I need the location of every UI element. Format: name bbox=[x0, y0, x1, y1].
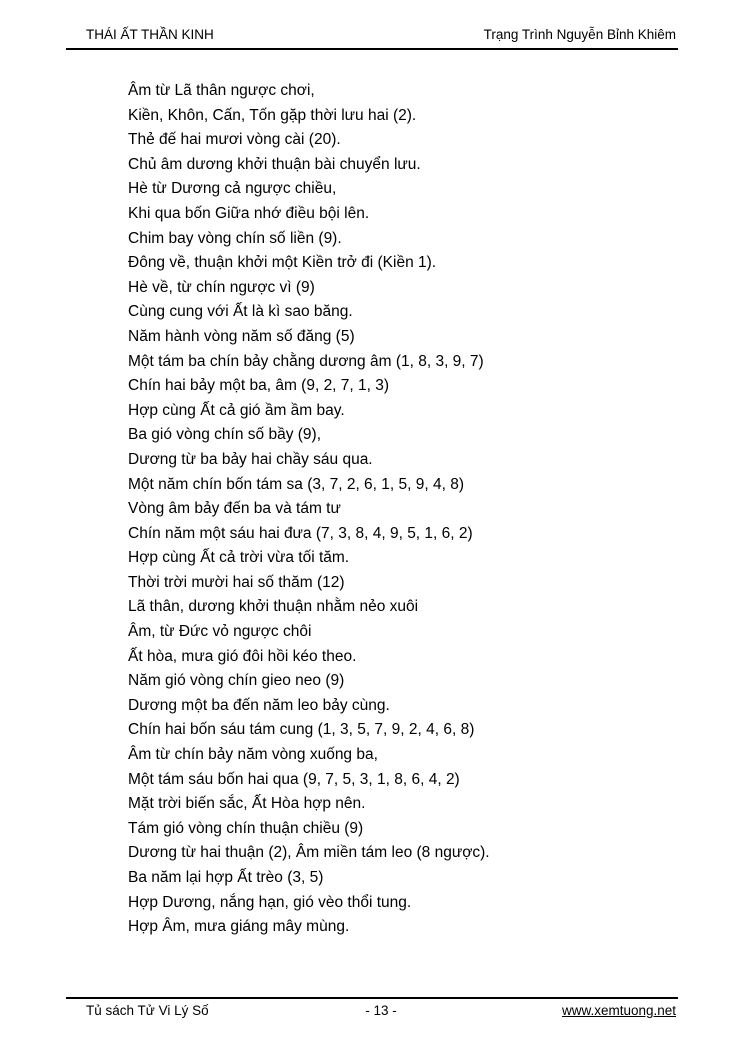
footer-website-link[interactable]: www.xemtuong.net bbox=[561, 1003, 677, 1018]
page-header bbox=[66, 27, 678, 50]
poem-line: Năm hành vòng năm số đăng (5) bbox=[128, 327, 355, 345]
poem-line: Chín hai bốn sáu tám cung (1, 3, 5, 7, 9, 2, 4, 6, 8) bbox=[128, 721, 475, 739]
footer-series-title: Tủ sách Tử Vi Lý Số bbox=[86, 1003, 209, 1018]
poem-line: Thời trời mười hai số thăm (12) bbox=[128, 573, 345, 591]
poem-line: Năm gió vòng chín gieo neo (9) bbox=[128, 672, 345, 690]
poem-line: Thẻ đế hai mươi vòng cài (20). bbox=[128, 131, 341, 149]
poem-line: Tám gió vòng chín thuận chiều (9) bbox=[128, 819, 364, 837]
poem-line: Âm từ Lã thân ngược chơi, bbox=[128, 82, 315, 99]
poem-line: Đông về, thuận khởi một Kiền trở đi (Kiền 1). bbox=[128, 254, 437, 272]
poem-line: Chín hai bảy một ba, âm (9, 2, 7, 1, 3) bbox=[128, 377, 390, 395]
poem-line: Hợp Âm, mưa giáng mây mùng. bbox=[128, 918, 350, 936]
poem-line: Ất hòa, mưa gió đôi hồi kéo theo. bbox=[128, 647, 357, 665]
poem-line: Lã thân, dương khởi thuận nhằm nẻo xuôi bbox=[128, 598, 419, 616]
poem-line: Ba gió vòng chín số bầy (9), bbox=[128, 426, 322, 444]
poem-line: Cùng cung với Ất là kì sao băng. bbox=[128, 303, 353, 321]
poem-line: Vòng âm bảy đến ba và tám tư bbox=[128, 500, 341, 518]
poem-line: Một tám sáu bốn hai qua (9, 7, 5, 3, 1, 8, 6, 4, 2) bbox=[128, 770, 460, 788]
header-author: Trạng Trình Nguyễn Bỉnh Khiêm bbox=[483, 27, 676, 42]
poem-line: Một năm chín bốn tám sa (3, 7, 2, 6, 1, 5, 9, 4, 8) bbox=[128, 475, 465, 493]
poem-line: Hè từ Dương cả ngược chiều, bbox=[128, 180, 337, 198]
poem-line: Kiền, Khôn, Cấn, Tốn gặp thời lưu hai (2). bbox=[128, 106, 417, 124]
poem-lines bbox=[128, 79, 704, 940]
poem-line: Dương từ ba bảy hai chầy sáu qua. bbox=[128, 450, 373, 468]
poem-line: Hợp Dương, nắng hạn, gió vèo thổi tung. bbox=[128, 893, 412, 911]
poem-line: Âm từ chín bảy năm vòng xuống ba, bbox=[128, 746, 378, 764]
page-number: - 13 - bbox=[365, 1003, 397, 1018]
poem-line: Một tám ba chín bảy chằng dương âm (1, 8, 3, 9, 7) bbox=[128, 352, 484, 370]
poem-line: Dương từ hai thuận (2), Âm miền tám leo (8 ngược). bbox=[128, 844, 490, 862]
poem-line: Ba năm lại hợp Ất trèo (3, 5) bbox=[128, 869, 324, 886]
poem-line: Khi qua bốn Giữa nhớ điều bội lên. bbox=[128, 204, 370, 222]
poem-line: Hợp cùng Ất cả gió ầm ầm bay. bbox=[128, 401, 345, 419]
poem-line: Chín năm một sáu hai đưa (7, 3, 8, 4, 9, 5, 1, 6, 2) bbox=[128, 524, 473, 542]
poem-line: Mặt trời biến sắc, Ất Hòa hợp nên. bbox=[128, 795, 366, 813]
header-book-title: THÁI ẤT THẦN KINH bbox=[86, 27, 214, 42]
poem-line: Âm, từ Đức vỏ ngược chôi bbox=[128, 623, 312, 641]
poem-line: Hợp cùng Ất cả trời vừa tối tăm. bbox=[128, 549, 350, 567]
poem-line: Chủ âm dương khởi thuận bài chuyển lưu. bbox=[128, 155, 421, 173]
poem-line: Hè về, từ chín ngược vì (9) bbox=[128, 278, 315, 296]
poem-line: Dương một ba đến năm leo bảy cùng. bbox=[128, 696, 390, 714]
poem-line: Chim bay vòng chín số liền (9). bbox=[128, 229, 342, 247]
page-footer bbox=[66, 997, 678, 1019]
